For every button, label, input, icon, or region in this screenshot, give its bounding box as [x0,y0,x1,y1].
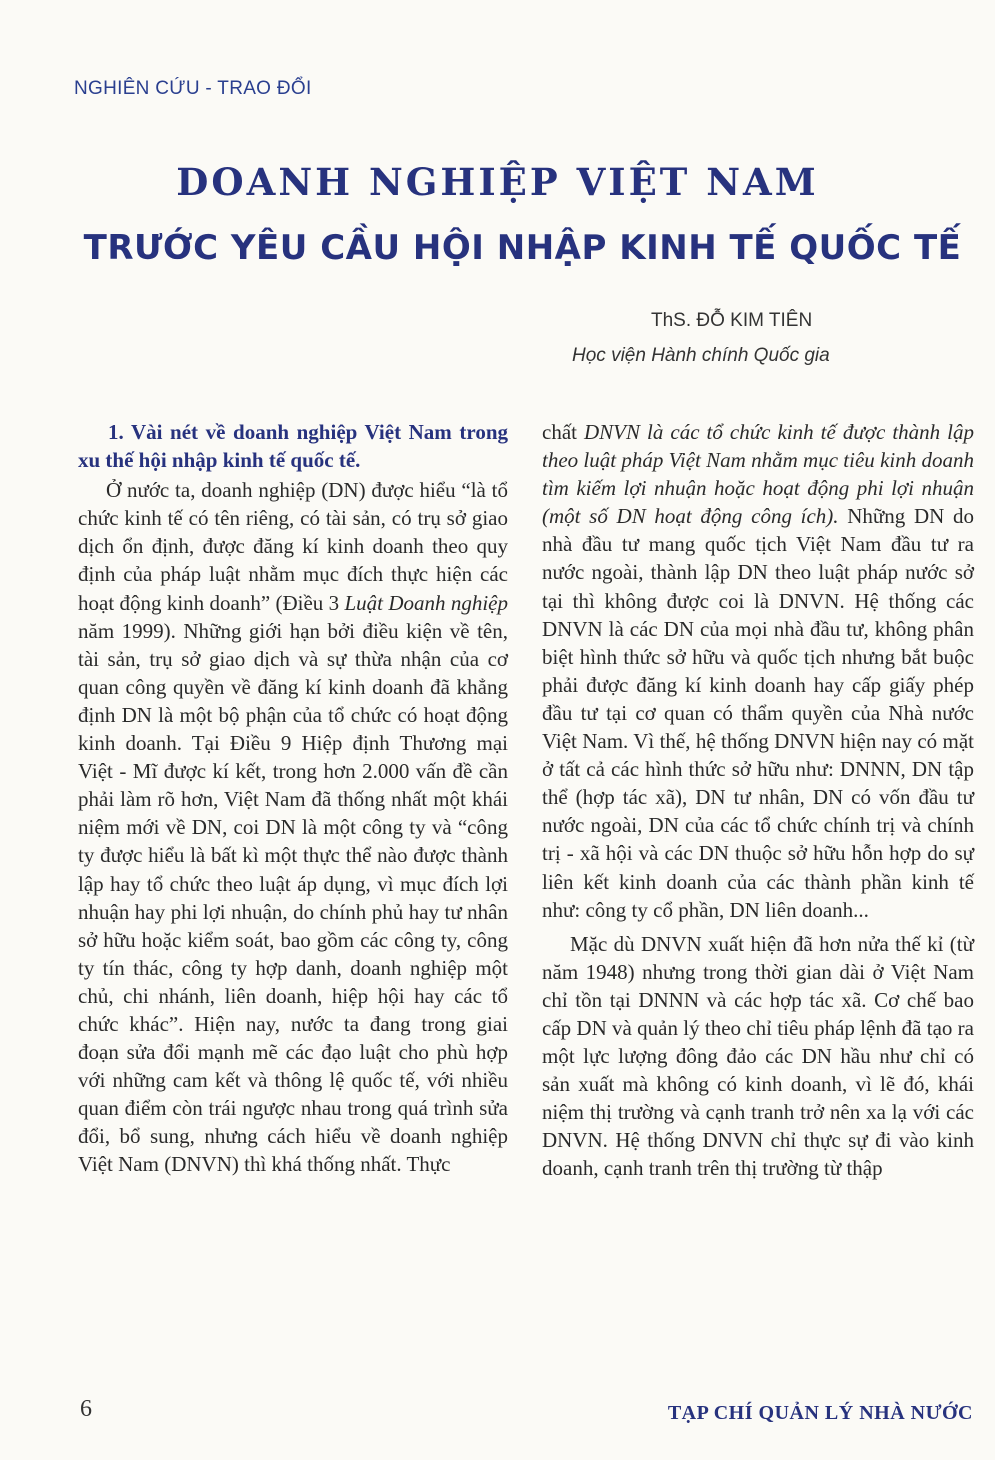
paragraph-1 [78,476,508,1178]
paragraph-3: Mặc dù DNVN xuất hiện đã hơn nửa thế kỉ (từ năm 1948) nhưng trong thời gian dài ở Việt Nam chỉ tồn tại DNNN và các hợp tác xã. Cơ chế bao cấp DN và quản lý theo chỉ tiêu pháp lệnh đã tạo ra một lực lượng đông đảo các DN hầu như chỉ có sản xuất mà không có kinh doanh, vì lẽ đó, khái niệm thị trường và cạnh tranh trở nên xa lạ với các DNVN. Hệ thống DNVN chỉ thực sự đi vào kinh doanh, cạnh tranh trên thị trường từ thập [542,931,974,1181]
author-affiliation: Học viện Hành chính Quốc gia [572,345,830,366]
paragraph-2-start: chất [542,420,584,444]
page-number: 6 [80,1396,92,1422]
right-column [542,418,974,1183]
article-title-line2: TRƯỚC YÊU CẦU HỘI NHẬP KINH TẾ QUỐC TẾ [83,228,962,268]
paragraph-2-rest: Những DN do nhà đầu tư mang quốc tịch Việt Nam đầu tư ra nước ngoài, thành lập DN theo luật pháp nước sở tại thì không được coi là DNVN. Hệ thống các DNVN là các DN của mọi nhà đầu tư, không phân biệt hình thức sở hữu và quốc tịch nhưng bắt buộc phải được đăng kí kinh doanh hay cấp giấy phép đầu tư tại cơ quan có thẩm quyền của Nhà nước Việt Nam. Vì thế, hệ thống DNVN hiện nay có mặt ở tất cả các hình thức sở hữu như: DNNN, DN tập thể (hợp tác xã), DN tư nhân, DN có vốn đầu tư nước ngoài, DN của các tổ chức chính trị và chính trị - xã hội và các DN thuộc sở hữu hỗn hợp do sự liên kết kinh doanh của các thành phần kinh tế như: công ty cổ phần, DN liên doanh... [542,504,974,922]
section-heading: 1. Vài nét về doanh nghiệp Việt Nam trong xu thế hội nhập kinh tế quốc tế. [78,420,508,473]
definition-italic: DNVN là các tổ chức kinh tế được thành lập theo luật pháp Việt Nam nhằm mục tiêu kinh doanh tìm kiếm lợi nhuận hoặc hoạt động phi lợi nhuận (một số DN hoạt động công ích). [542,420,975,529]
law-title: Luật Doanh nghiệp [344,590,508,615]
section-label: NGHIÊN CỨU - TRAO ĐỔI [74,78,312,99]
paragraph-1-start: Ở nước ta, doanh nghiệp (DN) được hiểu “là tổ chức kinh tế có tên riêng, có tài sản, có trụ sở giao dịch ổn định, được đăng kí kinh doanh theo quy định của pháp luật nhằm mục đích thực hiện các hoạt động kinh doanh” (Điều 3 [78,478,508,615]
left-column [78,418,508,1179]
paragraph-2 [542,418,974,924]
article-title-line1: DOANH NGHIỆP VIỆT NAM [176,160,819,204]
journal-name: TẠP CHÍ QUẢN LÝ NHÀ NƯỚC [667,1402,973,1424]
paragraph-1-rest: năm 1999). Những giới hạn bởi điều kiện về tên, tài sản, trụ sở giao dịch và sự thừa nhận của cơ quan công quyền về đăng kí kinh doanh đã khẳng định DN là một bộ phận của tổ chức có hoạt động kinh doanh. Tại Điều 9 Hiệp định Thương mại Việt - Mĩ được kí kết, trong hơn 2.000 vấn đề cần phải làm rõ hơn, Việt Nam đã thống nhất một khái niệm mới về DN, coi DN là một công ty và “công ty được hiểu là bất kì một thực thể nào được thành lập hay tổ chức theo luật áp dụng, vì mục đích lợi nhuận hay phi lợi nhuận, do chính phủ hay tư nhân sở hữu hoặc kiểm soát, bao gồm các công ty, công ty tín thác, công ty hợp danh, doanh nghiệp một chủ, chi nhánh, liên doanh, hiệp hội hay các tổ chức khác”. Hiện nay, nước ta đang trong giai đoạn sửa đổi mạnh mẽ các đạo luật cho phù hợp với những cam kết và thông lệ quốc tế, với nhiều quan điểm còn trái ngược nhau trong quá trình sửa đổi, bổ sung, nhưng cách hiểu về doanh nghiệp Việt Nam (DNVN) thì khá thống nhất. Thực [78,618,508,1177]
author-name: ThS. ĐỖ KIM TIÊN [651,310,813,331]
